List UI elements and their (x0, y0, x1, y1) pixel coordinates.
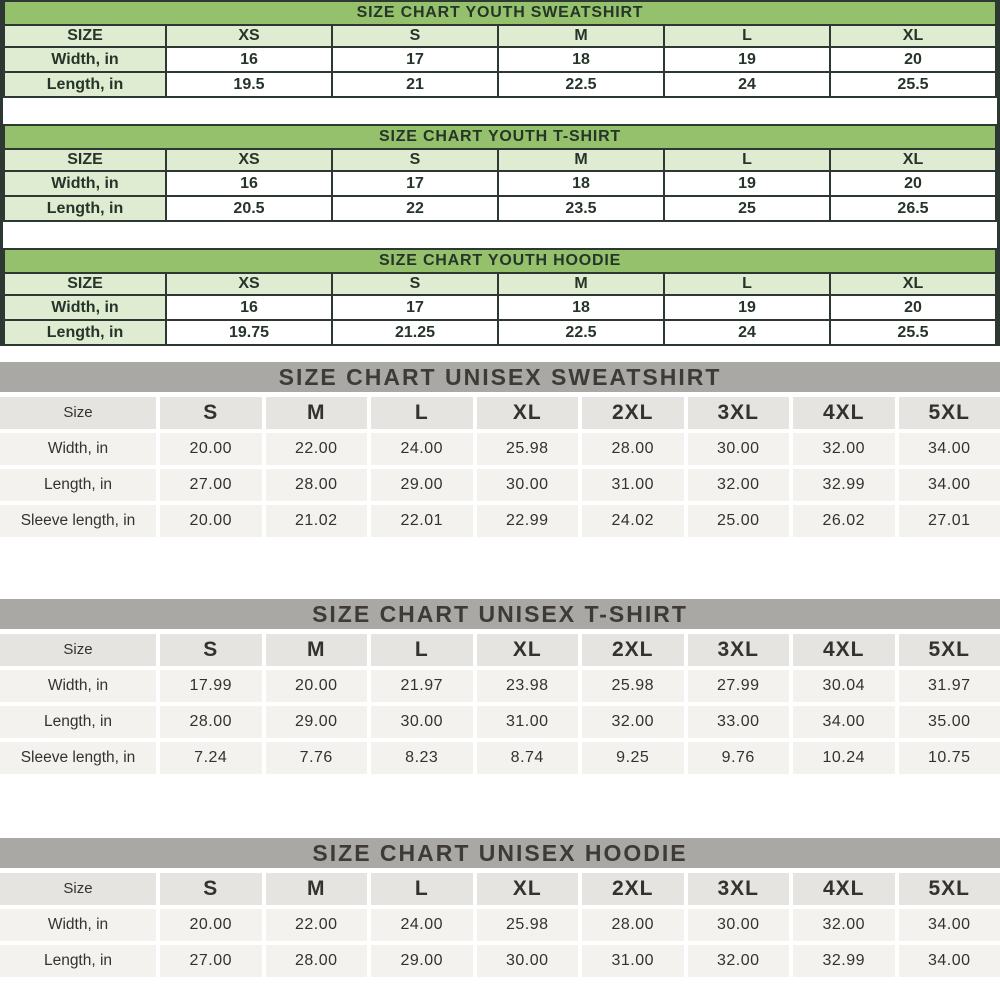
value-cell: 25.98 (477, 909, 579, 941)
value-cell: 27.00 (160, 945, 262, 977)
value-cell: 24 (664, 320, 830, 345)
value-cell: 17.99 (160, 670, 262, 702)
header-cell: S (332, 273, 498, 295)
header-cell: SIZE (4, 273, 166, 295)
value-cell: 22 (332, 196, 498, 221)
value-cell: 21 (332, 72, 498, 97)
value-cell: 27.00 (160, 469, 262, 501)
value-cell: 28.00 (582, 909, 684, 941)
value-cell: 25.98 (582, 670, 684, 702)
header-cell: L (664, 273, 830, 295)
value-cell: 25.00 (688, 505, 790, 537)
size-chart-unisex-hoodie-table (0, 873, 1000, 977)
value-cell: 22.5 (498, 72, 664, 97)
value-cell: 25.5 (830, 320, 996, 345)
table-title: SIZE CHART YOUTH SWEATSHIRT (4, 1, 996, 25)
header-cell: S (160, 873, 262, 905)
value-cell: 20.00 (266, 670, 368, 702)
value-cell: 31.97 (899, 670, 1000, 702)
header-cell: Size (0, 397, 156, 429)
value-cell: 22.99 (477, 505, 579, 537)
header-cell: XL (477, 873, 579, 905)
value-cell: 9.76 (688, 742, 790, 774)
header-cell: XS (166, 149, 332, 171)
value-cell: 17 (332, 171, 498, 196)
value-cell: 19 (664, 171, 830, 196)
value-cell: 27.01 (899, 505, 1000, 537)
value-cell: 19 (664, 47, 830, 72)
value-cell: 26.02 (793, 505, 895, 537)
table-title-bar: SIZE CHART UNISEX SWEATSHIRT (0, 362, 1000, 392)
youth-size-charts-section (0, 0, 1000, 346)
size-chart-youth-sweatshirt-table (3, 0, 997, 98)
value-cell: 20 (830, 295, 996, 320)
table-row (4, 196, 996, 221)
value-cell: 31.00 (582, 469, 684, 501)
table-title-row (4, 125, 996, 149)
value-cell: 24.00 (371, 909, 473, 941)
value-cell: 20 (830, 171, 996, 196)
header-cell: XL (830, 273, 996, 295)
value-cell: 16 (166, 171, 332, 196)
value-cell: 30.00 (477, 945, 579, 977)
value-cell: 33.00 (688, 706, 790, 738)
header-cell: L (371, 397, 473, 429)
table-title-bar: SIZE CHART UNISEX T-SHIRT (0, 599, 1000, 629)
value-cell: 30.00 (688, 433, 790, 465)
header-cell: 2XL (582, 634, 684, 666)
header-cell: 4XL (793, 873, 895, 905)
row-label-cell: Sleeve length, in (0, 742, 156, 774)
value-cell: 20.00 (160, 505, 262, 537)
header-cell: M (266, 873, 368, 905)
row-label-cell: Sleeve length, in (0, 505, 156, 537)
value-cell: 24.02 (582, 505, 684, 537)
header-cell: 3XL (688, 397, 790, 429)
value-cell: 16 (166, 295, 332, 320)
header-cell: 5XL (899, 634, 1000, 666)
value-cell: 29.00 (266, 706, 368, 738)
value-cell: 25.5 (830, 72, 996, 97)
value-cell: 22.00 (266, 433, 368, 465)
value-cell: 32.00 (793, 909, 895, 941)
row-label-cell: Length, in (0, 469, 156, 501)
header-cell: XS (166, 25, 332, 47)
value-cell: 28.00 (266, 469, 368, 501)
header-cell: L (371, 634, 473, 666)
table-header-row (4, 273, 996, 295)
value-cell: 32.99 (793, 469, 895, 501)
value-cell: 32.00 (582, 706, 684, 738)
row-label-cell: Width, in (0, 670, 156, 702)
row-label-cell: Width, in (0, 433, 156, 465)
header-cell: L (371, 873, 473, 905)
value-cell: 8.74 (477, 742, 579, 774)
value-cell: 32.00 (688, 469, 790, 501)
value-cell: 22.00 (266, 909, 368, 941)
row-label-cell: Length, in (0, 706, 156, 738)
table-header-row (4, 25, 996, 47)
table-title-row (4, 1, 996, 25)
header-cell: XL (477, 397, 579, 429)
value-cell: 31.00 (582, 945, 684, 977)
header-cell: 4XL (793, 397, 895, 429)
value-cell: 24.00 (371, 433, 473, 465)
table-row (4, 295, 996, 320)
value-cell: 31.00 (477, 706, 579, 738)
header-cell: 5XL (899, 873, 1000, 905)
value-cell: 30.00 (477, 469, 579, 501)
header-cell: XL (830, 149, 996, 171)
table-title: SIZE CHART YOUTH HOODIE (4, 249, 996, 273)
header-cell: XS (166, 273, 332, 295)
value-cell: 28.00 (266, 945, 368, 977)
value-cell: 16 (166, 47, 332, 72)
value-cell: 7.24 (160, 742, 262, 774)
value-cell: 34.00 (793, 706, 895, 738)
value-cell: 21.02 (266, 505, 368, 537)
value-cell: 30.00 (688, 909, 790, 941)
table-title-bar: SIZE CHART UNISEX HOODIE (0, 838, 1000, 868)
value-cell: 20 (830, 47, 996, 72)
value-cell: 29.00 (371, 469, 473, 501)
value-cell: 25 (664, 196, 830, 221)
value-cell: 34.00 (899, 433, 1000, 465)
table-row (4, 47, 996, 72)
size-chart-youth-hoodie-table (3, 248, 997, 346)
value-cell: 34.00 (899, 945, 1000, 977)
value-cell: 23.98 (477, 670, 579, 702)
table-title-row (4, 249, 996, 273)
value-cell: 34.00 (899, 909, 1000, 941)
header-cell: 4XL (793, 634, 895, 666)
table-row (4, 320, 996, 345)
value-cell: 25.98 (477, 433, 579, 465)
header-cell: M (266, 397, 368, 429)
header-cell: S (160, 634, 262, 666)
value-cell: 23.5 (498, 196, 664, 221)
header-cell: XL (830, 25, 996, 47)
value-cell: 24 (664, 72, 830, 97)
table-title: SIZE CHART YOUTH T-SHIRT (4, 125, 996, 149)
value-cell: 29.00 (371, 945, 473, 977)
value-cell: 17 (332, 47, 498, 72)
size-chart-unisex-sweatshirt-table (0, 397, 1000, 537)
value-cell: 28.00 (160, 706, 262, 738)
value-cell: 10.24 (793, 742, 895, 774)
value-cell: 30.04 (793, 670, 895, 702)
row-label-cell: Width, in (0, 909, 156, 941)
value-cell: 21.25 (332, 320, 498, 345)
row-label-cell: Width, in (4, 295, 166, 320)
header-cell: 3XL (688, 873, 790, 905)
header-cell: XL (477, 634, 579, 666)
value-cell: 18 (498, 171, 664, 196)
row-label-cell: Length, in (4, 72, 166, 97)
header-cell: 2XL (582, 397, 684, 429)
value-cell: 20.5 (166, 196, 332, 221)
row-label-cell: Length, in (4, 196, 166, 221)
value-cell: 22.01 (371, 505, 473, 537)
value-cell: 30.00 (371, 706, 473, 738)
header-cell: SIZE (4, 25, 166, 47)
table-separator (3, 222, 997, 248)
value-cell: 18 (498, 295, 664, 320)
value-cell: 7.76 (266, 742, 368, 774)
header-cell: Size (0, 873, 156, 905)
value-cell: 20.00 (160, 433, 262, 465)
header-cell: 5XL (899, 397, 1000, 429)
value-cell: 8.23 (371, 742, 473, 774)
table-row (4, 171, 996, 196)
value-cell: 17 (332, 295, 498, 320)
header-cell: 3XL (688, 634, 790, 666)
value-cell: 10.75 (899, 742, 1000, 774)
row-label-cell: Length, in (4, 320, 166, 345)
value-cell: 9.25 (582, 742, 684, 774)
header-cell: S (160, 397, 262, 429)
size-chart-unisex-tshirt-table (0, 634, 1000, 774)
value-cell: 21.97 (371, 670, 473, 702)
size-chart-youth-tshirt-table (3, 124, 997, 222)
value-cell: 34.00 (899, 469, 1000, 501)
header-cell: S (332, 149, 498, 171)
header-cell: M (498, 273, 664, 295)
header-cell: 2XL (582, 873, 684, 905)
row-label-cell: Width, in (4, 171, 166, 196)
value-cell: 22.5 (498, 320, 664, 345)
header-cell: S (332, 25, 498, 47)
value-cell: 19 (664, 295, 830, 320)
value-cell: 18 (498, 47, 664, 72)
table-header-row (4, 149, 996, 171)
header-cell: SIZE (4, 149, 166, 171)
header-cell: M (266, 634, 368, 666)
value-cell: 20.00 (160, 909, 262, 941)
header-cell: M (498, 25, 664, 47)
value-cell: 27.99 (688, 670, 790, 702)
header-cell: L (664, 149, 830, 171)
table-row (4, 72, 996, 97)
row-label-cell: Length, in (0, 945, 156, 977)
value-cell: 32.99 (793, 945, 895, 977)
value-cell: 19.75 (166, 320, 332, 345)
value-cell: 32.00 (688, 945, 790, 977)
header-cell: Size (0, 634, 156, 666)
row-label-cell: Width, in (4, 47, 166, 72)
value-cell: 32.00 (793, 433, 895, 465)
value-cell: 19.5 (166, 72, 332, 97)
header-cell: M (498, 149, 664, 171)
table-separator (3, 98, 997, 124)
header-cell: L (664, 25, 830, 47)
value-cell: 35.00 (899, 706, 1000, 738)
value-cell: 26.5 (830, 196, 996, 221)
value-cell: 28.00 (582, 433, 684, 465)
